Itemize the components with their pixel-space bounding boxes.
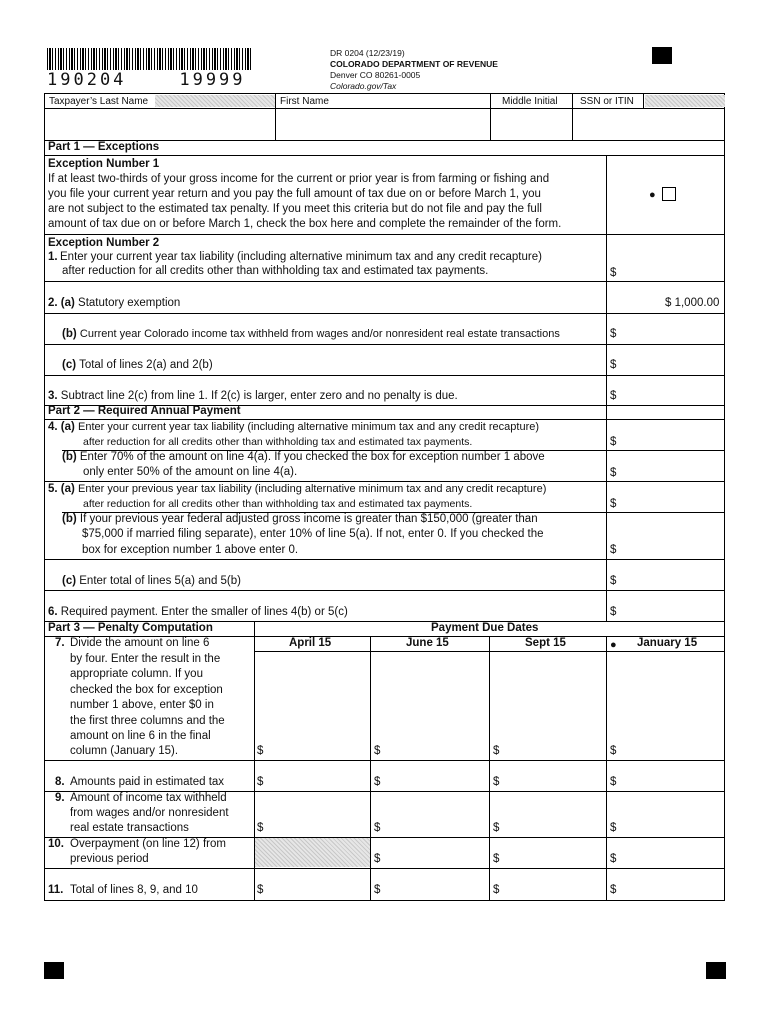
- exception1-title: Exception Number 1: [48, 158, 160, 170]
- line5b-text-3: box for exception number 1 above enter 0.: [82, 544, 299, 556]
- ssn-input[interactable]: [573, 109, 724, 140]
- line7-text-2: by four. Enter the result in the: [70, 653, 221, 665]
- line5a-label: Enter your previous year tax liability (including alternative minimum tax and any credit recapture): [78, 483, 547, 495]
- line11-january-dollar: $: [610, 884, 617, 896]
- line9-text-1: Amount of income tax withheld: [70, 792, 227, 804]
- line8-january-dollar: $: [610, 776, 617, 788]
- line5b-text-2: $75,000 if married filing separate), enter 10% of line 5(a). If not, enter 0. If you checked the: [82, 528, 544, 540]
- line5a-text-2: after reduction for all credits other than withholding tax and estimated tax payments.: [83, 498, 473, 510]
- line2c-number: (c): [62, 359, 77, 371]
- col-sept-15: Sept 15: [525, 637, 566, 649]
- line4a-text-2: after reduction for all credits other than withholding tax and estimated tax payments.: [83, 436, 473, 448]
- line2a-value: $ 1,000.00: [665, 297, 720, 309]
- barcode-number: 190204 19999: [47, 70, 246, 90]
- line5a-dollar: $: [610, 498, 617, 510]
- line8-april-dollar: $: [257, 776, 264, 788]
- line3-number: 3.: [48, 390, 58, 402]
- line7-text-8: column (January 15).: [70, 745, 179, 757]
- line9-june-dollar: $: [374, 822, 381, 834]
- line7-april-dollar: $: [257, 745, 264, 757]
- line4a-number: 4. (a): [48, 421, 75, 433]
- registration-mark-bottom-left: [44, 962, 64, 979]
- exception1-checkbox[interactable]: [662, 187, 676, 201]
- line9-number: 9.: [55, 792, 65, 804]
- line10-number: 10.: [48, 838, 64, 850]
- ssn-label: SSN or ITIN: [580, 96, 634, 107]
- line5b-dollar: $: [610, 544, 617, 556]
- registration-mark-bottom-right: [706, 962, 726, 979]
- line1-text-1: Enter your current year tax liability (including alternative minimum tax and any credit recapture): [60, 251, 542, 263]
- form-id: DR 0204 (12/23/19): [330, 48, 405, 58]
- first-name-input[interactable]: [276, 109, 490, 140]
- line7-text-6: the first three columns and the: [70, 715, 225, 727]
- part3-title: Part 3 — Penalty Computation: [48, 622, 213, 634]
- line9-text-3: real estate transactions: [70, 822, 189, 834]
- col-april-15: April 15: [289, 637, 332, 649]
- bullet-icon: ●: [610, 639, 617, 651]
- first-name-label: First Name: [280, 96, 329, 107]
- line5b-label: If your previous year federal adjusted gross income is greater than $150,000 (greater than: [79, 513, 538, 525]
- exception2-title: Exception Number 2: [48, 237, 160, 249]
- line6-number: 6.: [48, 606, 58, 618]
- line8-june-dollar: $: [374, 776, 381, 788]
- line8-number: 8.: [55, 776, 65, 788]
- line10-january-dollar: $: [610, 853, 617, 865]
- line10-april-hatched: [255, 838, 370, 867]
- line4b-dollar: $: [610, 467, 617, 479]
- line7-number: 7.: [55, 637, 65, 649]
- line2b-label: Current year Colorado income tax withheld from wages and/or nonresident real estate transactions: [79, 328, 560, 340]
- line4a-text: [48, 421, 539, 433]
- line2c-dollar: $: [610, 359, 617, 371]
- hatch-ssn: [645, 95, 725, 107]
- line10-june-dollar: $: [374, 853, 381, 865]
- line11-sept-dollar: $: [493, 884, 500, 896]
- line6-label: Required payment. Enter the smaller of lines 4(b) or 5(c): [60, 606, 348, 618]
- bullet-icon: ●: [649, 189, 656, 201]
- line11-june-dollar: $: [374, 884, 381, 896]
- line5a-text: [48, 483, 546, 495]
- line7-june-dollar: $: [374, 745, 381, 757]
- exception1-line-4: amount of tax due on or before March 1, check the box here and complete the remainder of the form.: [48, 218, 562, 230]
- line1-text-2: after reduction for all credits other than withholding tax and estimated tax payments.: [62, 265, 489, 277]
- line4b-text-2: only enter 50% of the amount on line 4(a).: [83, 466, 298, 478]
- line5c-dollar: $: [610, 575, 617, 587]
- line2a-label: Statutory exemption: [78, 297, 181, 309]
- line10-text-2: previous period: [70, 853, 149, 865]
- last-name-label: Taxpayer’s Last Name: [49, 96, 149, 107]
- line3-dollar: $: [610, 390, 617, 402]
- part2-title: Part 2 — Required Annual Payment: [48, 405, 241, 417]
- line11-april-dollar: $: [257, 884, 264, 896]
- line9-january-dollar: $: [610, 822, 617, 834]
- line2c-label: Total of lines 2(a) and 2(b): [79, 359, 213, 371]
- line2c-text: [62, 359, 213, 371]
- line7-text-1: Divide the amount on line 6: [70, 637, 210, 649]
- line10-sept-dollar: $: [493, 853, 500, 865]
- exception1-line-2: you file your current year return and you pay the full amount of tax due on or before March 1, you: [48, 188, 541, 200]
- line1-dollar: $: [610, 267, 617, 279]
- line7-text-4: checked the box for exception: [70, 684, 223, 696]
- line4b-label: Enter 70% of the amount on line 4(a). If you checked the box for exception number 1 above: [79, 451, 545, 463]
- exception1-line-3: are not subject to the estimated tax penalty. If you meet this criteria but do not file and pay the full: [48, 203, 542, 215]
- hatch-last-name: [155, 95, 275, 107]
- line7-text-7: amount on line 6 in the final: [70, 730, 211, 742]
- form-table: [44, 93, 725, 901]
- part1-title: Part 1 — Exceptions: [48, 141, 160, 153]
- line7-text-3: appropriate column. If you: [70, 668, 203, 680]
- line4b-text: [62, 451, 545, 463]
- line2b-dollar: $: [610, 328, 617, 340]
- line7-january-dollar: $: [610, 745, 617, 757]
- line4b-number: (b): [62, 451, 77, 463]
- line5b-number: (b): [62, 513, 77, 525]
- line5a-number: 5. (a): [48, 483, 75, 495]
- line1-number: 1.: [48, 251, 58, 263]
- line6-text: [48, 606, 348, 618]
- line4a-label: Enter your current year tax liability (including alternative minimum tax and any credit recapture): [78, 421, 540, 433]
- barcode: [47, 48, 253, 70]
- last-name-input[interactable]: [45, 109, 275, 140]
- middle-initial-label: Middle Initial: [502, 96, 558, 107]
- col-january-15: January 15: [637, 637, 698, 649]
- line5c-text: [62, 575, 241, 587]
- line9-april-dollar: $: [257, 822, 264, 834]
- line5c-label: Enter total of lines 5(a) and 5(b): [79, 575, 241, 587]
- line10-text-1: Overpayment (on line 12) from: [70, 838, 226, 850]
- line7-sept-dollar: $: [493, 745, 500, 757]
- line5b-text: [62, 513, 538, 525]
- line2b-text: [62, 328, 560, 340]
- line11-number: 11.: [48, 884, 64, 896]
- col-june-15: June 15: [406, 637, 449, 649]
- line3-text: [48, 390, 458, 402]
- line3-label: Subtract line 2(c) from line 1. If 2(c) is larger, enter zero and no penalty is due.: [60, 390, 458, 402]
- line11-text: Total of lines 8, 9, and 10: [70, 884, 198, 896]
- department-website: Colorado.gov/Tax: [330, 81, 397, 91]
- line7-text-5: number 1 above, enter $0 in: [70, 699, 214, 711]
- registration-mark-top-right: [652, 47, 672, 64]
- form-header: [330, 48, 498, 92]
- line8-sept-dollar: $: [493, 776, 500, 788]
- middle-initial-input[interactable]: [491, 109, 572, 140]
- line4a-dollar: $: [610, 436, 617, 448]
- line8-text: Amounts paid in estimated tax: [70, 776, 225, 788]
- line5c-number: (c): [62, 575, 77, 587]
- payment-due-dates: Payment Due Dates: [431, 622, 539, 634]
- line9-sept-dollar: $: [493, 822, 500, 834]
- line2b-number: (b): [62, 328, 77, 340]
- exception1-line-1: If at least two-thirds of your gross income for the current or prior year is from farming or fishing and: [48, 173, 550, 185]
- department-address: Denver CO 80261-0005: [330, 70, 421, 80]
- department-name: COLORADO DEPARTMENT OF REVENUE: [330, 59, 498, 69]
- line6-dollar: $: [610, 606, 617, 618]
- line2a-text: [48, 297, 180, 309]
- line9-text-2: from wages and/or nonresident: [70, 807, 229, 819]
- line2a-number: 2. (a): [48, 297, 75, 309]
